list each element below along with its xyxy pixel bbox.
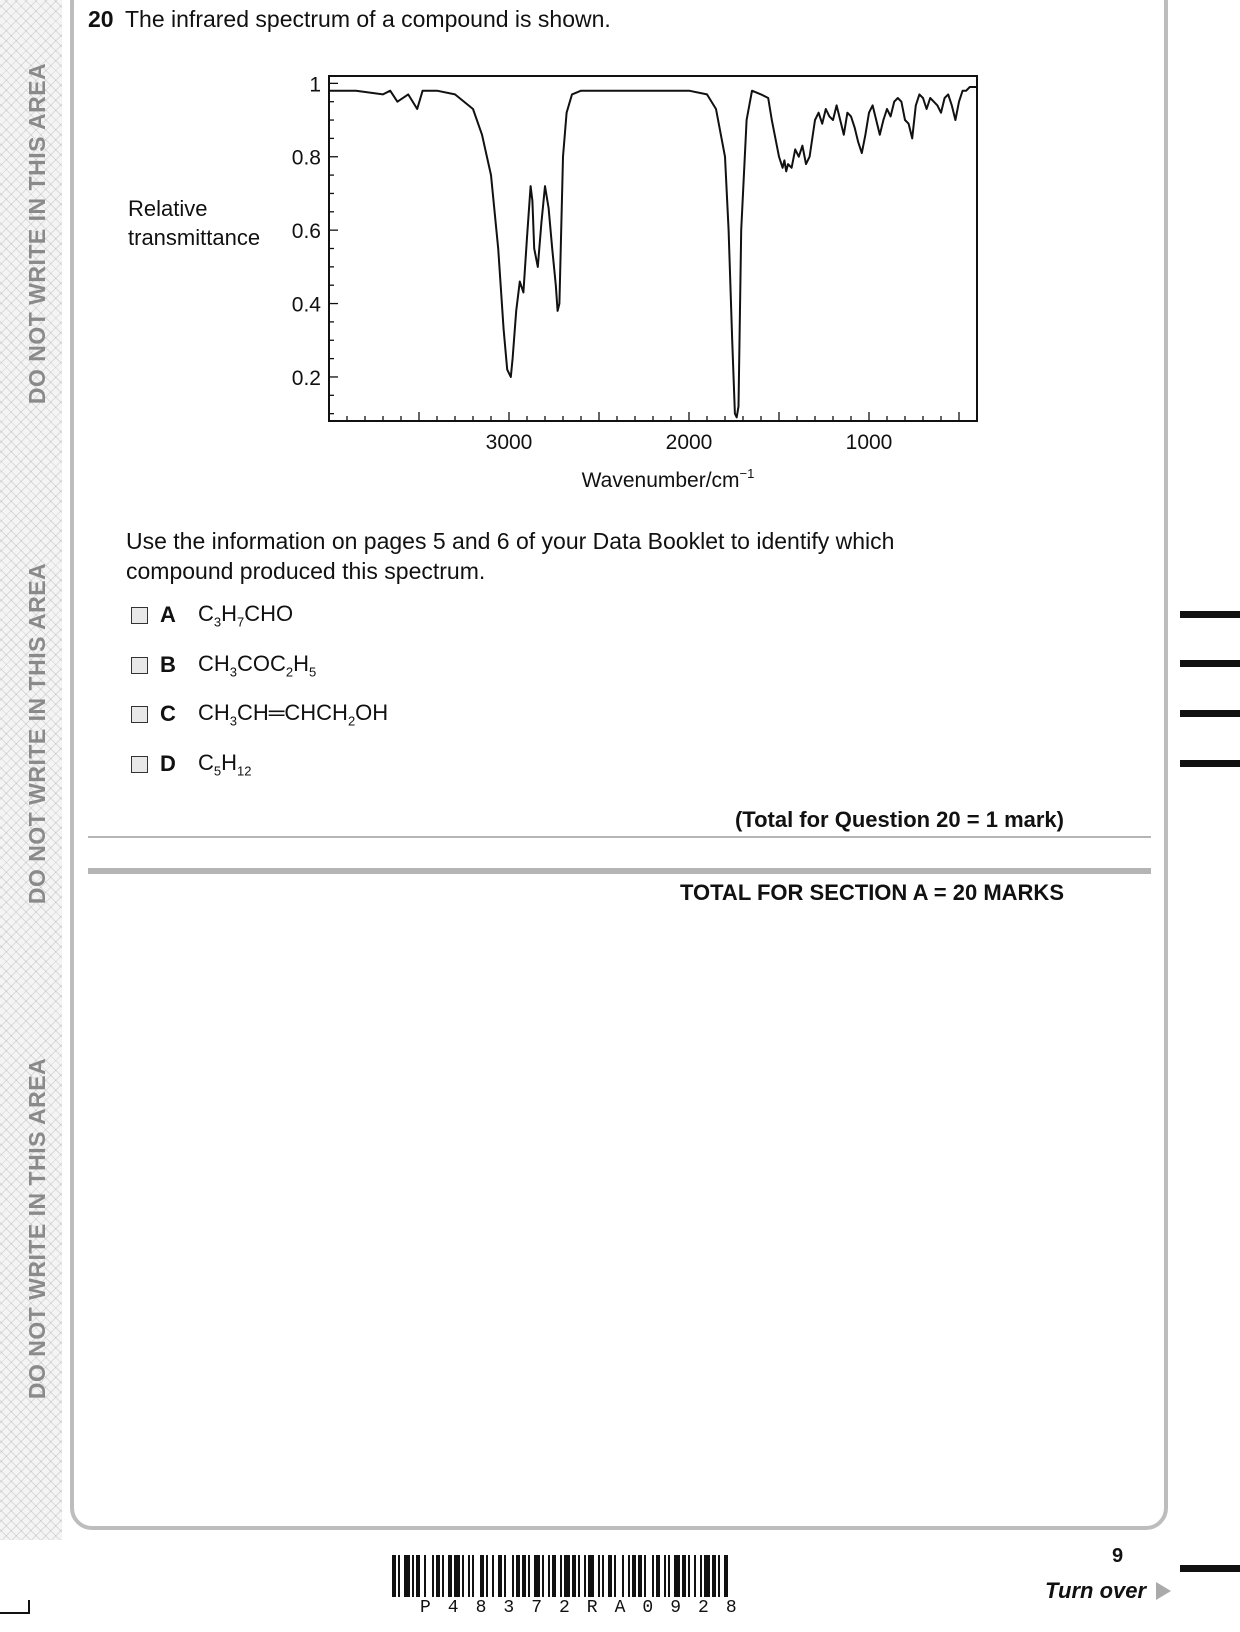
barcode-bar bbox=[454, 1555, 460, 1597]
barcode-bar bbox=[534, 1555, 540, 1597]
plot-frame bbox=[329, 76, 977, 421]
ir-spectrum-chart bbox=[0, 0, 1240, 500]
answer-checkbox[interactable] bbox=[131, 657, 148, 674]
option-letter: A bbox=[160, 602, 176, 627]
option-letter: D bbox=[160, 751, 176, 776]
barcode-bar bbox=[614, 1555, 616, 1597]
barcode-bar bbox=[656, 1555, 660, 1597]
option-formula: $CH_3CH═CHCH_2OH$ bbox=[198, 699, 389, 729]
answer-checkbox[interactable] bbox=[131, 706, 148, 723]
barcode-bar bbox=[572, 1555, 576, 1597]
option-c[interactable] bbox=[131, 699, 388, 729]
question-text: The infrared spectrum of a compound is shown. bbox=[125, 6, 611, 32]
barcode-bar bbox=[392, 1555, 396, 1597]
barcode-bar bbox=[700, 1555, 702, 1597]
y-axis-label-line: transmittance bbox=[128, 225, 261, 250]
option-d[interactable] bbox=[131, 749, 251, 779]
registration-mark bbox=[1180, 1565, 1240, 1572]
barcode-bar bbox=[442, 1555, 444, 1597]
barcode-bar bbox=[548, 1555, 550, 1597]
barcode-bar bbox=[498, 1555, 502, 1597]
x-axis-label: Wavenumber/$cm^{-1}$ bbox=[581, 466, 755, 492]
barcode-bar bbox=[542, 1555, 544, 1597]
y-tick-label: 0.8 bbox=[291, 146, 321, 170]
barcode-bar bbox=[664, 1555, 666, 1597]
option-formula: $C_3H_7CHO$ bbox=[198, 600, 294, 630]
barcode-bar bbox=[652, 1555, 654, 1597]
barcode-bar bbox=[492, 1555, 494, 1597]
barcode-bar bbox=[578, 1555, 580, 1597]
barcode-bar bbox=[724, 1555, 728, 1597]
turn-over bbox=[1045, 1578, 1171, 1604]
barcode-bar bbox=[584, 1555, 586, 1597]
barcode-bar bbox=[632, 1555, 636, 1597]
option-b[interactable] bbox=[131, 650, 316, 680]
section-divider bbox=[88, 868, 1151, 874]
barcode-bar bbox=[598, 1555, 600, 1597]
registration-mark bbox=[1180, 660, 1240, 667]
registration-mark bbox=[1180, 760, 1240, 767]
barcode-bar bbox=[416, 1555, 420, 1597]
divider bbox=[88, 836, 1151, 838]
barcode bbox=[392, 1555, 862, 1597]
barcode-bar bbox=[412, 1555, 414, 1597]
barcode-bar bbox=[674, 1555, 680, 1597]
x-tick-label: 1000 bbox=[845, 431, 893, 454]
crop-mark bbox=[28, 1600, 30, 1614]
barcode-bar bbox=[480, 1555, 484, 1597]
y-tick-label: 0.6 bbox=[291, 220, 321, 244]
barcode-bar bbox=[472, 1555, 474, 1597]
margin-notice: DO NOT WRITE IN THIS AREA bbox=[24, 1057, 51, 1400]
question-number: 20 bbox=[88, 6, 114, 32]
barcode-bar bbox=[644, 1555, 646, 1597]
barcode-bar bbox=[688, 1555, 690, 1597]
barcode-bar bbox=[398, 1555, 400, 1597]
barcode-bar bbox=[404, 1555, 410, 1597]
barcode-bar bbox=[694, 1555, 696, 1597]
barcode-bar bbox=[552, 1555, 556, 1597]
option-formula: $C_5H_{12}$ bbox=[198, 749, 252, 779]
section-total: TOTAL FOR SECTION A = 20 MARKS bbox=[679, 880, 1064, 905]
barcode-bar bbox=[512, 1555, 514, 1597]
option-a[interactable] bbox=[131, 600, 293, 630]
answer-checkbox[interactable] bbox=[131, 607, 148, 624]
barcode-bar bbox=[468, 1555, 470, 1597]
margin-notice: DO NOT WRITE IN THIS AREA bbox=[24, 562, 51, 905]
barcode-bar bbox=[560, 1555, 562, 1597]
barcode-bar bbox=[516, 1555, 520, 1597]
barcode-bar bbox=[462, 1555, 464, 1597]
barcode-bar bbox=[608, 1555, 612, 1597]
spectrum-line bbox=[329, 87, 977, 417]
barcode-bar bbox=[432, 1555, 434, 1597]
barcode-bar bbox=[628, 1555, 630, 1597]
registration-mark bbox=[1180, 611, 1240, 618]
barcode-bar bbox=[564, 1555, 570, 1597]
barcode-text: P48372RA0928 bbox=[420, 1598, 754, 1618]
registration-mark bbox=[1180, 710, 1240, 717]
arrow-right-icon bbox=[1156, 1582, 1171, 1600]
barcode-bar bbox=[622, 1555, 624, 1597]
barcode-bar bbox=[528, 1555, 530, 1597]
y-tick-label: 0.4 bbox=[291, 293, 321, 317]
barcode-bar bbox=[448, 1555, 452, 1597]
barcode-bar bbox=[602, 1555, 604, 1597]
margin-notice: DO NOT WRITE IN THIS AREA bbox=[24, 62, 51, 405]
y-tick-label: 0.2 bbox=[291, 366, 321, 390]
x-tick-label: 2000 bbox=[665, 431, 713, 454]
barcode-bar bbox=[424, 1555, 426, 1597]
barcode-bar bbox=[668, 1555, 670, 1597]
y-tick-label: 1 bbox=[309, 73, 321, 97]
barcode-bar bbox=[638, 1555, 642, 1597]
crop-mark bbox=[0, 1612, 30, 1614]
option-letter: B bbox=[160, 652, 176, 677]
option-formula: $CH_3COC_2H_5$ bbox=[198, 650, 317, 680]
y-axis-label-line: Relative bbox=[128, 196, 208, 221]
answer-checkbox[interactable] bbox=[131, 756, 148, 773]
page-number: 9 bbox=[1112, 1545, 1124, 1567]
option-letter: C bbox=[160, 701, 176, 726]
barcode-bar bbox=[712, 1555, 716, 1597]
barcode-bar bbox=[522, 1555, 526, 1597]
barcode-bar bbox=[718, 1555, 720, 1597]
barcode-bar bbox=[504, 1555, 506, 1597]
barcode-bar bbox=[486, 1555, 488, 1597]
barcode-bar bbox=[682, 1555, 686, 1597]
question-total: (Total for Question 20 = 1 mark) bbox=[734, 807, 1064, 832]
barcode-bar bbox=[588, 1555, 594, 1597]
barcode-bar bbox=[436, 1555, 440, 1597]
question-prompt: Use the information on pages 5 and 6 of your Data Booklet to identify which compound produced this spectrum. bbox=[126, 528, 895, 584]
barcode-bar bbox=[704, 1555, 710, 1597]
x-tick-label: 3000 bbox=[485, 431, 533, 454]
turn-over-label: Turn over bbox=[1045, 1578, 1147, 1603]
